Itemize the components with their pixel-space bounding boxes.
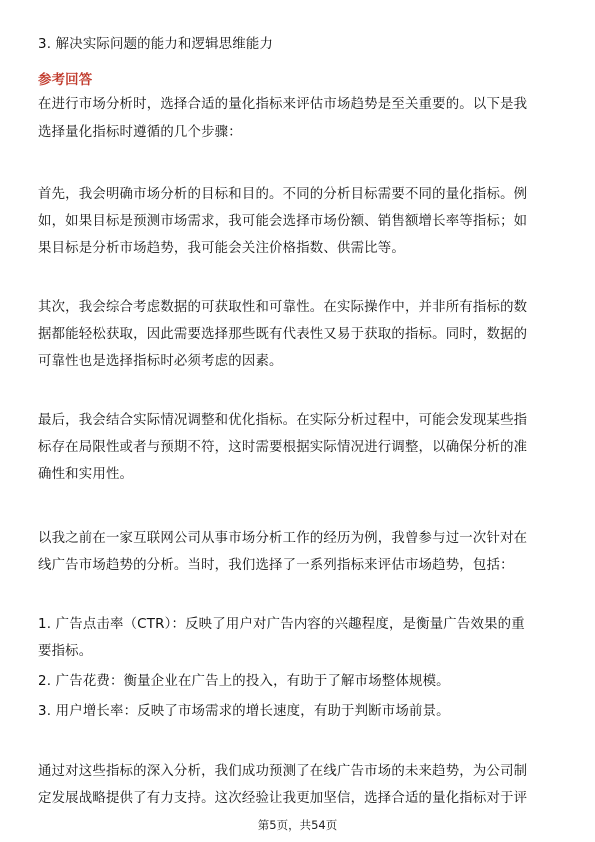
paragraph-2-line-3: 果目标是分析市场趋势，我可能会关注价格指数、供需比等。 bbox=[38, 241, 405, 256]
paragraph-3-line-3: 可靠性也是选择指标时必须考虑的因素。 bbox=[38, 354, 283, 369]
paragraph-4-line-3: 确性和实用性。 bbox=[38, 467, 134, 482]
page-number: 第5页，共54页 bbox=[257, 818, 338, 832]
paragraph-1-line-2: 选择量化指标时遵循的几个步骤： bbox=[38, 125, 242, 140]
paragraph-2-line-1: 首先，我会明确市场分析的目标和目的。不同的分析目标需要不同的量化指标。例 bbox=[38, 187, 528, 202]
paragraph-3-line-1: 其次，我会综合考虑数据的可获取性和可靠性。在实际操作中，并非所有指标的数 bbox=[38, 300, 528, 315]
paragraph-1-line-1: 在进行市场分析时，选择合适的量化指标来评估市场趋势是至关重要的。以下是我 bbox=[38, 97, 528, 112]
answer-label: 参考回答 bbox=[38, 73, 93, 88]
list-item-3: 3. 用户增长率：反映了市场需求的增长速度，有助于判断市场前景。 bbox=[38, 704, 450, 719]
list-item-1-line-2: 要指标。 bbox=[38, 644, 93, 659]
section-heading: 3. 解决实际问题的能力和逻辑思维能力 bbox=[38, 37, 274, 52]
list-item-2: 2. 广告花费：衡量企业在广告上的投入，有助于了解市场整体规模。 bbox=[38, 674, 450, 689]
list-item-1-line-1: 1. 广告点击率（CTR）：反映了用户对广告内容的兴趣程度，是衡量广告效果的重 bbox=[38, 617, 525, 632]
paragraph-4-line-1: 最后，我会结合实际情况调整和优化指标。在实际分析过程中，可能会发现某些指 bbox=[38, 413, 528, 428]
closing-line-1: 通过对这些指标的深入分析，我们成功预测了在线广告市场的未来趋势，为公司制 bbox=[38, 764, 528, 779]
paragraph-3-line-2: 据都能轻松获取，因此需要选择那些既有代表性又易于获取的指标。同时，数据的 bbox=[38, 327, 528, 342]
paragraph-5-line-1: 以我之前在一家互联网公司从事市场分析工作的经历为例，我曾参与过一次针对在 bbox=[38, 531, 528, 546]
paragraph-4-line-2: 标存在局限性或者与预期不符，这时需要根据实际情况进行调整，以确保分析的准 bbox=[38, 440, 528, 455]
closing-line-2: 定发展战略提供了有力支持。这次经验让我更加坚信，选择合适的量化指标对于评 bbox=[38, 791, 528, 806]
paragraph-2-line-2: 如，如果目标是预测市场需求，我可能会选择市场份额、销售额增长率等指标；如 bbox=[38, 214, 528, 229]
paragraph-5-line-2: 线广告市场趋势的分析。当时，我们选择了一系列指标来评估市场趋势，包括： bbox=[38, 558, 514, 573]
